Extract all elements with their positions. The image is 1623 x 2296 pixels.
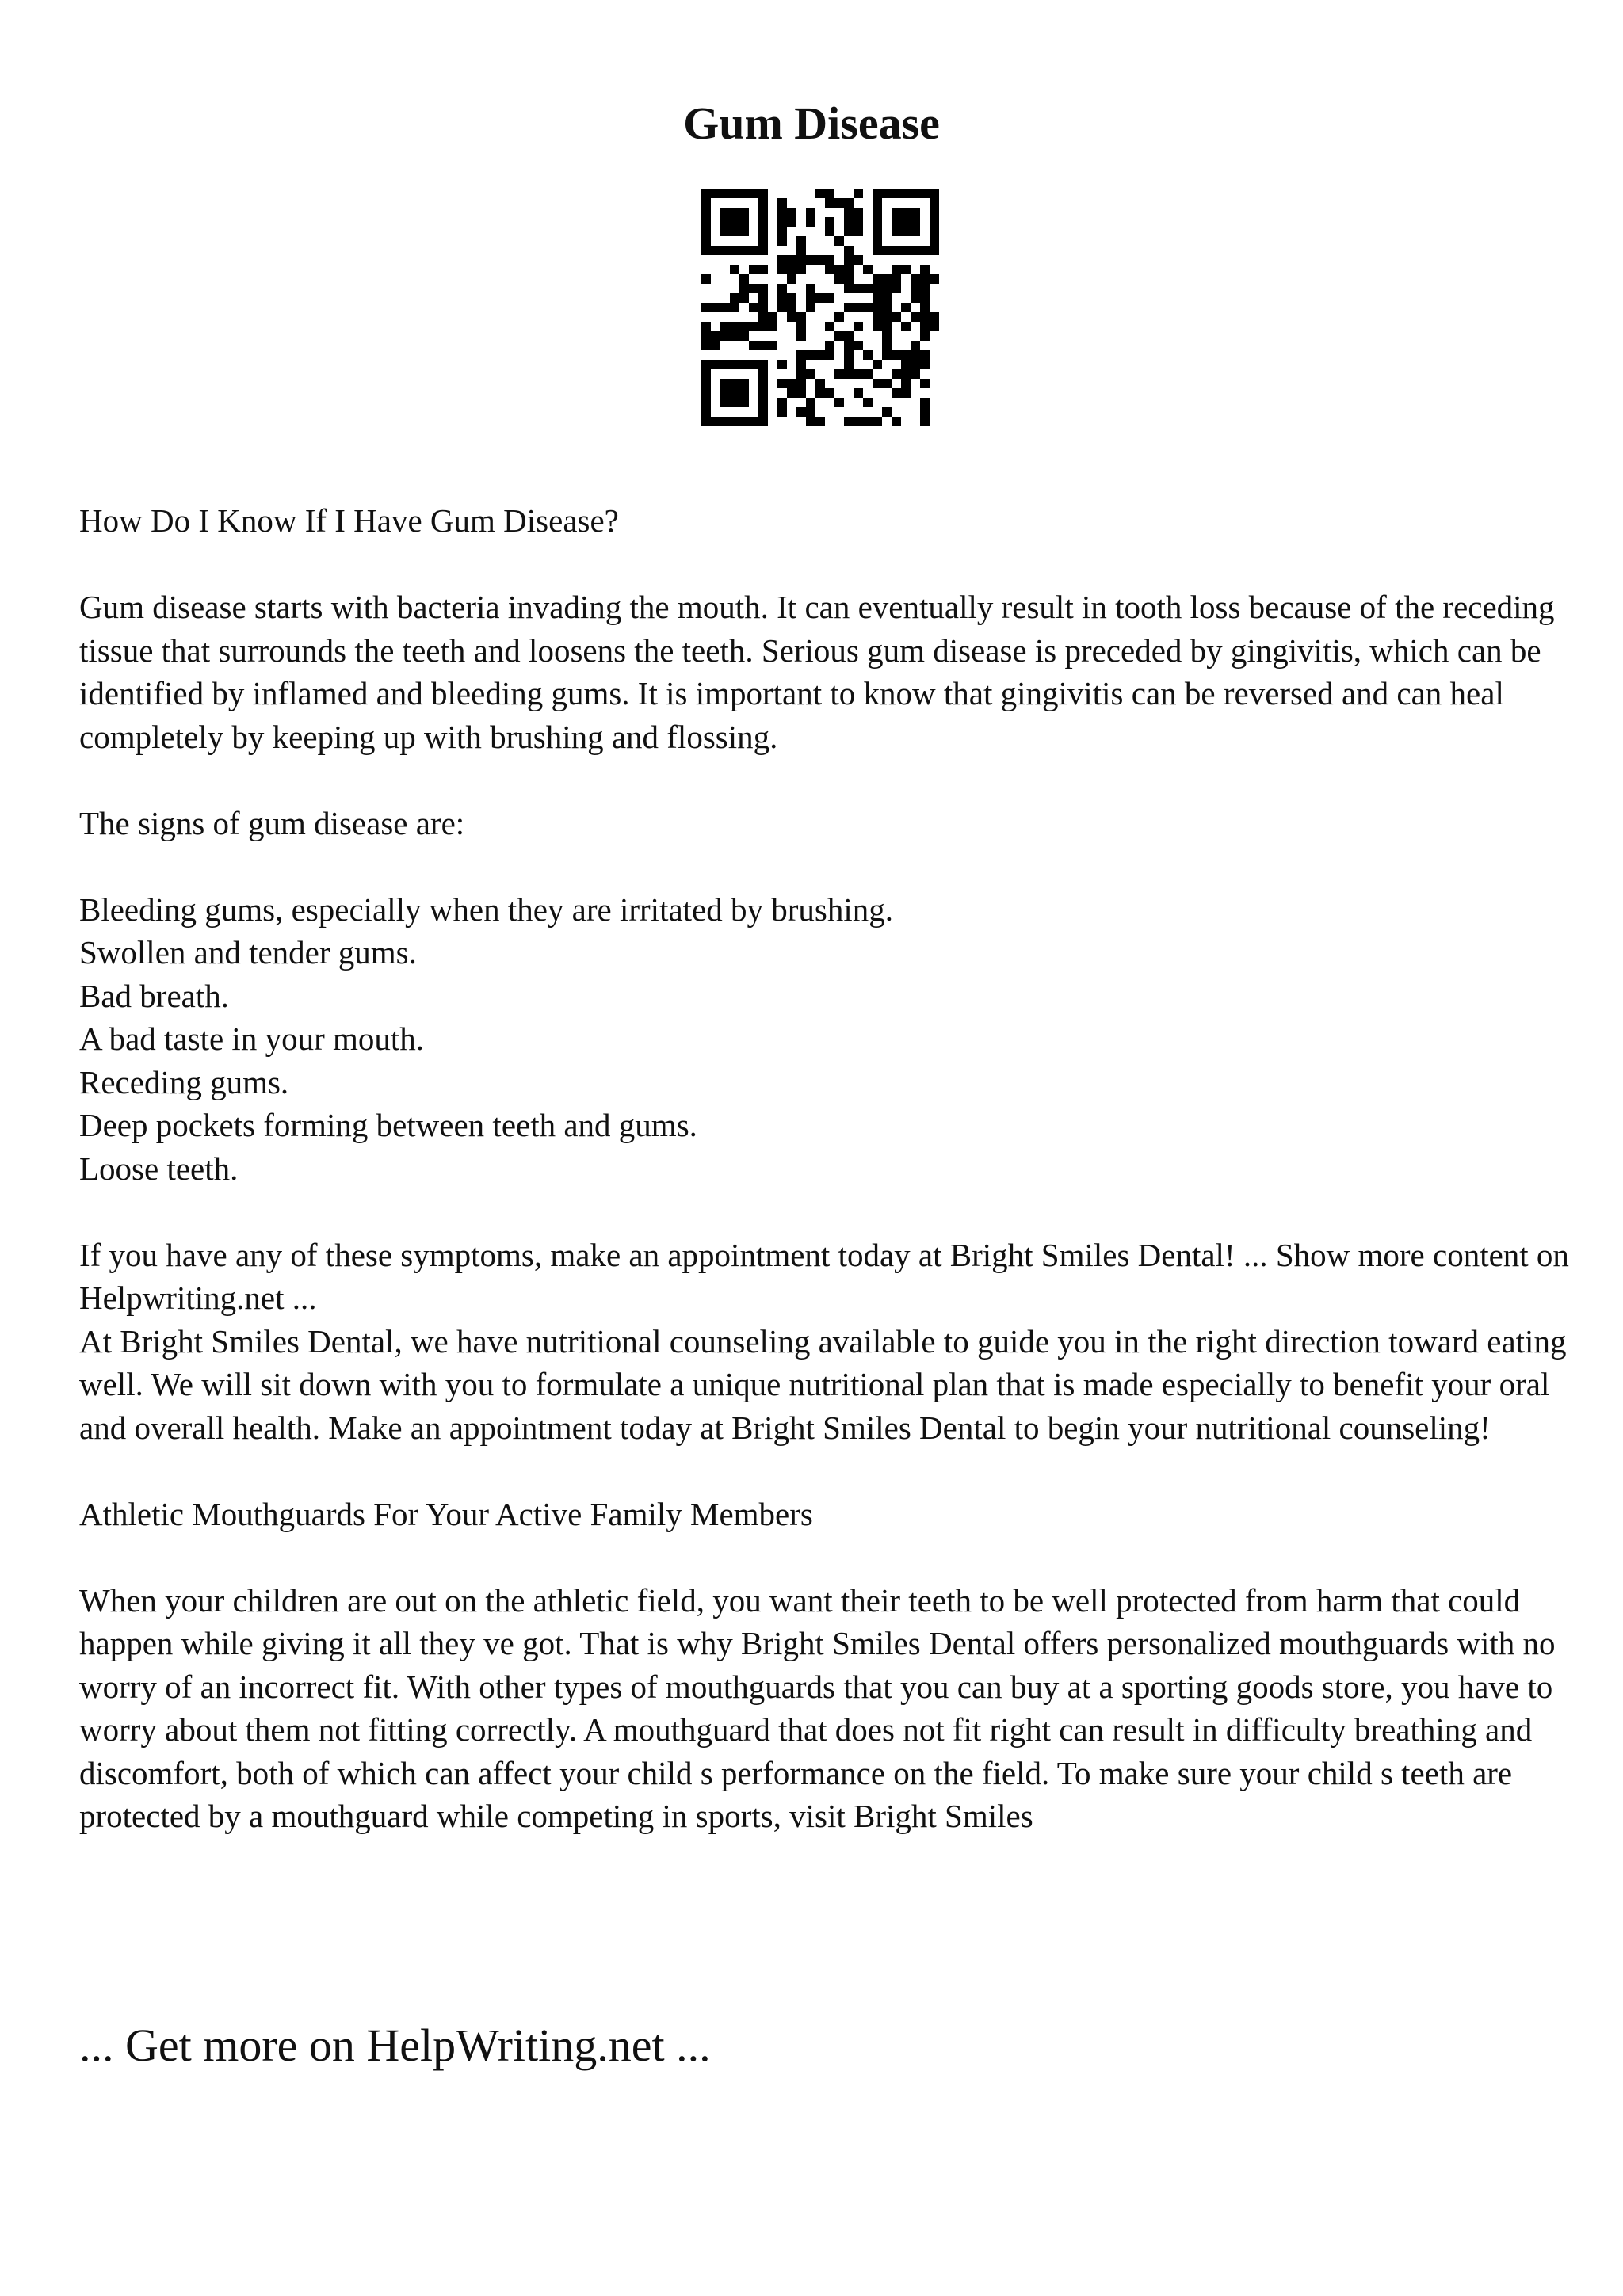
signs-intro: The signs of gum disease are: [79,804,465,841]
list-item: Deep pockets forming between teeth and gums. [79,1107,697,1143]
paragraph-mouthguards: When your children are out on the athletic field, you want their teeth to be well protected from harm that could happen while giving it all they ve got. That is why Bright Smiles Dental offers personalized mouthguards with no worry of an incorrect fit. With other types of mouthguards that you can buy at a sporting goods store, you have to worry about them not fitting correctly. A mouthguard that does not fit right can result in difficulty breathing and discomfort, both of which can affect your child s performance on the field. To make sure your child s teeth are protected by a mouthguard while competing in sports, visit Bright Smiles [79,1581,1556,1834]
signs-list [79,888,1569,1191]
paragraph-appointment: If you have any of these symptoms, make an appointment today at Bright Smiles Dental! ... Show more content on Helpwriting.net ... [79,1236,1569,1316]
list-item: Loose teeth. [79,1150,239,1187]
paragraph-nutrition: At Bright Smiles Dental, we have nutritional counseling available to guide you in the right direction toward eating well. We will sit down with you to formulate a unique nutritional plan that is made especially to benefit your oral and overall health. Make an appointment today at Bright Smiles Dental to begin your nutritional counseling! [79,1322,1567,1446]
section-heading-mouthguards: Athletic Mouthguards For Your Active Family Members [79,1495,813,1532]
page-title: Gum Disease [683,97,940,149]
qr-code-icon[interactable] [701,189,939,426]
list-item: Receding gums. [79,1063,289,1100]
section-heading-gum-disease: How Do I Know If I Have Gum Disease? [79,502,619,539]
list-item: A bad taste in your mouth. [79,1020,425,1057]
get-more-link[interactable]: ... Get more on HelpWriting.net ... [79,2019,711,2071]
list-item: Swollen and tender gums. [79,934,417,971]
list-item: Bad breath. [79,977,229,1014]
list-item: Bleeding gums, especially when they are irritated by brushing. [79,891,894,928]
paragraph-intro: Gum disease starts with bacteria invading the mouth. It can eventually result in tooth loss because of the receding tissue that surrounds the teeth and loosens the teeth. Serious gum disease is preceded by gingivitis, which can be identified by inflamed and bleeding gums. It is important to know that gingivitis can be reversed and can heal completely by keeping up with brushing and flossing. [79,589,1555,755]
document-body [79,499,1569,1838]
